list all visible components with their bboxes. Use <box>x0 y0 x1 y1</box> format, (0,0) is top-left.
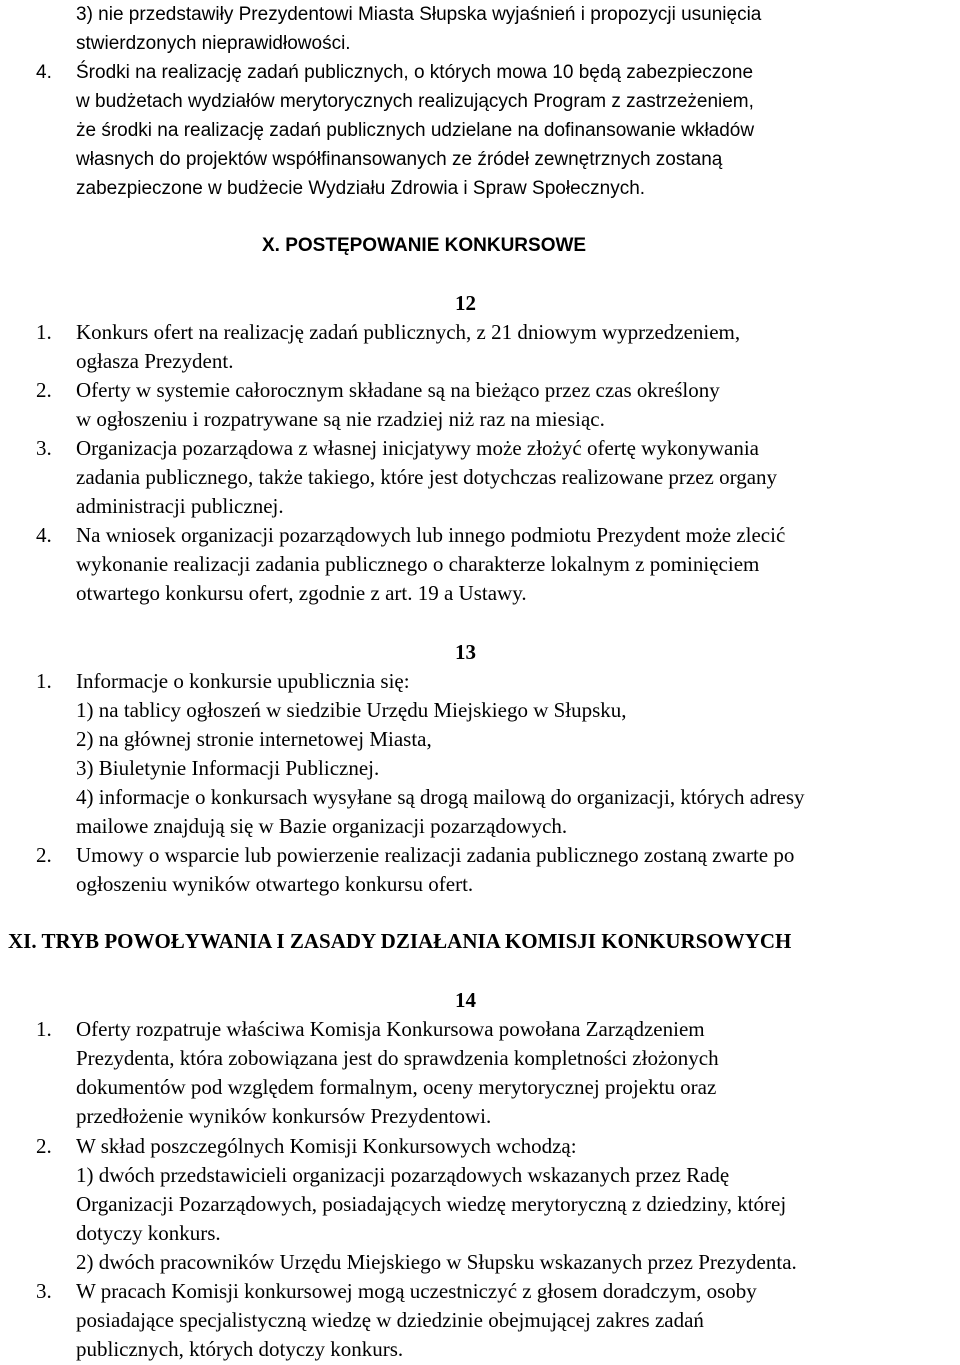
p14-item2-sub1-line3: dotyczy konkurs. <box>76 1221 221 1245</box>
p13-item2-number: 2. <box>36 843 52 867</box>
prev-item4-line5: zabezpieczone w budżecie Wydziału Zdrowia i Spraw Społecznych. <box>76 178 646 199</box>
paragraph-12-label: 12 <box>455 291 476 315</box>
p13-item1-number: 1. <box>36 669 52 693</box>
p12-item4-line3: otwartego konkursu ofert, zgodnie z art. 19 a Ustawy. <box>76 581 527 605</box>
prev-item4-line3: że środki na realizację zadań publicznych udzielane na dofinansowanie wkładów <box>76 120 755 141</box>
p12-item3-line2: zadania publicznego, także takiego, które jest dotychczas realizowane przez organy <box>76 465 778 489</box>
p14-item1-line1: Oferty rozpatruje właściwa Komisja Konkursowa powołana Zarządzeniem <box>76 1017 705 1041</box>
p14-item1-line3: dokumentów pod względem formalnym, oceny merytorycznej projektu oraz <box>76 1075 717 1099</box>
p12-item4-line1: Na wniosek organizacji pozarządowych lub innego podmiotu Prezydent może zlecić <box>76 523 786 547</box>
p14-item2-sub1-line2: Organizacji Pozarządowych, posiadających wiedzę merytoryczną z dziedziny, której <box>76 1192 787 1216</box>
p13-item1-sub3: 3) Biuletynie Informacji Publicznej. <box>76 756 380 780</box>
p14-item1-line4: przedłożenie wyników konkursów Prezydentowi. <box>76 1104 492 1128</box>
p12-item3-line3: administracji publicznej. <box>76 494 284 518</box>
p14-item2-sub1-line1: 1) dwóch przedstawicieli organizacji pozarządowych wskazanych przez Radę <box>76 1163 730 1187</box>
p13-item2-line2: ogłoszeniu wyników otwartego konkursu ofert. <box>76 872 474 896</box>
section-xi-heading: XI. TRYB POWOŁYWANIA I ZASADY DZIAŁANIA KOMISJI KONKURSOWYCH <box>8 929 792 953</box>
prev-item4-line1: Środki na realizację zadań publicznych, o których mowa 10 będą zabezpieczone <box>76 62 754 83</box>
p13-item1-sub1: 1) na tablicy ogłoszeń w siedzibie Urzędu Miejskiego w Słupsku, <box>76 698 627 722</box>
p12-item2-line1: Oferty w systemie całorocznym składane są na bieżąco przez czas określony <box>76 378 720 402</box>
p13-item1-line1: Informacje o konkursie upublicznia się: <box>76 669 410 693</box>
prev-item4-line2: w budżetach wydziałów merytorycznych realizujących Program z zastrzeżeniem, <box>76 91 754 112</box>
section-x-heading: X. POSTĘPOWANIE KONKURSOWE <box>262 235 587 256</box>
p13-item1-sub2: 2) na głównej stronie internetowej Miasta, <box>76 727 432 751</box>
p12-item3-number: 3. <box>36 436 52 460</box>
p13-item2-line1: Umowy o wsparcie lub powierzenie realizacji zadania publicznego zostaną zwarte po <box>76 843 795 867</box>
p14-item3-number: 3. <box>36 1279 52 1303</box>
p14-item2-number: 2. <box>36 1134 52 1158</box>
prev-item3-line2: stwierdzonych nieprawidłowości. <box>76 33 351 54</box>
p12-item1-line2: ogłasza Prezydent. <box>76 349 234 373</box>
paragraph-13-label: 13 <box>455 640 476 664</box>
p14-item1-line2: Prezydenta, która zobowiązana jest do sprawdzenia kompletności złożonych <box>76 1046 719 1070</box>
paragraph-14-label: 14 <box>455 988 476 1012</box>
p12-item4-line2: wykonanie realizacji zadania publicznego o charakterze lokalnym z pominięciem <box>76 552 760 576</box>
p12-item2-number: 2. <box>36 378 52 402</box>
p12-item4-number: 4. <box>36 523 52 547</box>
prev-item4-number: 4. <box>36 62 52 83</box>
prev-item3-line1: 3) nie przedstawiły Prezydentowi Miasta Słupska wyjaśnień i propozycji usunięcia <box>76 4 762 25</box>
p12-item2-line2: w ogłoszeniu i rozpatrywane są nie rzadziej niż raz na miesiąc. <box>76 407 605 431</box>
p12-item3-line1: Organizacja pozarządowa z własnej inicjatywy może złożyć ofertę wykonywania <box>76 436 759 460</box>
p12-item1-number: 1. <box>36 320 52 344</box>
p14-item3-line2: posiadające specjalistyczną wiedzę w dziedzinie obejmującej zakres zadań <box>76 1308 704 1332</box>
p14-item2-line1: W skład poszczególnych Komisji Konkursowych wchodzą: <box>76 1134 577 1158</box>
p13-item1-sub4-line1: 4) informacje o konkursach wysyłane są drogą mailową do organizacji, których adresy <box>76 785 805 809</box>
prev-item4-line4: własnych do projektów współfinansowanych ze źródeł zewnętrznych zostaną <box>76 149 723 170</box>
p14-item3-line3: publicznych, których dotyczy konkurs. <box>76 1337 404 1361</box>
p13-item1-sub4-line2: mailowe znajdują się w Bazie organizacji pozarządowych. <box>76 814 568 838</box>
p14-item2-sub2: 2) dwóch pracowników Urzędu Miejskiego w Słupsku wskazanych przez Prezydenta. <box>76 1250 797 1274</box>
p14-item3-line1: W pracach Komisji konkursowej mogą uczestniczyć z głosem doradczym, osoby <box>76 1279 757 1303</box>
p12-item1-line1: Konkurs ofert na realizację zadań publicznych, z 21 dniowym wyprzedzeniem, <box>76 320 741 344</box>
p14-item1-number: 1. <box>36 1017 52 1041</box>
